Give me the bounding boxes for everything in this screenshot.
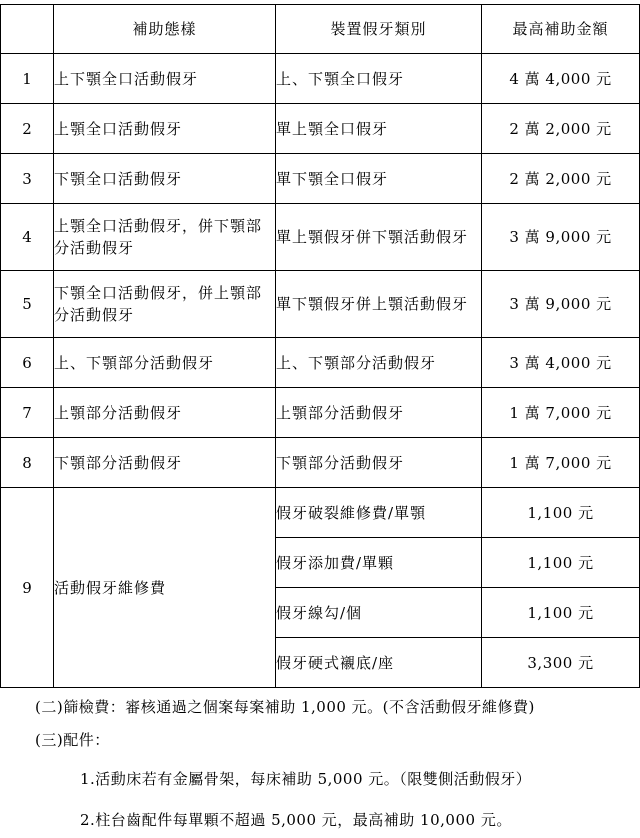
row-type: 下顎部分活動假牙 bbox=[54, 438, 276, 488]
repair-device: 假牙破裂維修費/單顎 bbox=[276, 488, 482, 538]
table-row bbox=[1, 104, 640, 154]
header-type: 補助態樣 bbox=[54, 5, 276, 54]
header-number bbox=[1, 5, 54, 54]
row-amount: 2 萬 2,000 元 bbox=[482, 154, 640, 204]
repair-device: 假牙添加費/單顆 bbox=[276, 538, 482, 588]
row-number: 7 bbox=[1, 388, 54, 438]
row-number: 8 bbox=[1, 438, 54, 488]
row-type: 上下顎全口活動假牙 bbox=[54, 54, 276, 104]
row-device: 單下顎全口假牙 bbox=[276, 154, 482, 204]
row-device: 單下顎假牙併上顎活動假牙 bbox=[276, 271, 482, 338]
row-type: 下顎全口活動假牙，併上顎部分活動假牙 bbox=[54, 271, 276, 338]
row-device: 上、下顎部分活動假牙 bbox=[276, 338, 482, 388]
subsidy-table bbox=[0, 4, 640, 688]
row-number: 5 bbox=[1, 271, 54, 338]
table-header-row bbox=[1, 5, 640, 54]
row-device: 下顎部分活動假牙 bbox=[276, 438, 482, 488]
table-row bbox=[1, 204, 640, 271]
row-type: 上顎部分活動假牙 bbox=[54, 388, 276, 438]
row-amount: 4 萬 4,000 元 bbox=[482, 54, 640, 104]
repair-amount: 1,100 元 bbox=[482, 538, 640, 588]
repair-amount: 1,100 元 bbox=[482, 488, 640, 538]
row-amount: 3 萬 4,000 元 bbox=[482, 338, 640, 388]
row-device: 單上顎假牙併下顎活動假牙 bbox=[276, 204, 482, 271]
repair-device: 假牙線勾/個 bbox=[276, 588, 482, 638]
row-type: 上顎全口活動假牙 bbox=[54, 104, 276, 154]
table-row bbox=[1, 338, 640, 388]
accessories-heading: (三)配件： bbox=[35, 731, 110, 749]
accessory-item-abutment: 2.柱台齒配件每單顆不超過 5,000 元，最高補助 10,000 元。 bbox=[80, 811, 512, 829]
row-number: 2 bbox=[1, 104, 54, 154]
row-number: 4 bbox=[1, 204, 54, 271]
row-number: 3 bbox=[1, 154, 54, 204]
table-row-repair bbox=[1, 488, 640, 538]
row-device: 上、下顎全口假牙 bbox=[276, 54, 482, 104]
header-amount: 最高補助金額 bbox=[482, 5, 640, 54]
table-row bbox=[1, 54, 640, 104]
row-amount: 1 萬 7,000 元 bbox=[482, 388, 640, 438]
table-row bbox=[1, 438, 640, 488]
row-amount: 2 萬 2,000 元 bbox=[482, 104, 640, 154]
row-type: 上顎全口活動假牙，併下顎部分活動假牙 bbox=[54, 204, 276, 271]
row-type: 下顎全口活動假牙 bbox=[54, 154, 276, 204]
row-number: 6 bbox=[1, 338, 54, 388]
row-number: 1 bbox=[1, 54, 54, 104]
repair-amount: 1,100 元 bbox=[482, 588, 640, 638]
row-amount: 3 萬 9,000 元 bbox=[482, 204, 640, 271]
row-device: 單上顎全口假牙 bbox=[276, 104, 482, 154]
table-row bbox=[1, 154, 640, 204]
header-device: 裝置假牙類別 bbox=[276, 5, 482, 54]
row-amount: 3 萬 9,000 元 bbox=[482, 271, 640, 338]
repair-number: 9 bbox=[1, 488, 54, 688]
row-amount: 1 萬 7,000 元 bbox=[482, 438, 640, 488]
accessory-item-metal-frame: 1.活動床若有金屬骨架，每床補助 5,000 元。（限雙側活動假牙） bbox=[80, 770, 532, 788]
table-row bbox=[1, 388, 640, 438]
screening-fee-note: (二)篩檢費：審核通過之個案每案補助 1,000 元。(不含活動假牙維修費) bbox=[35, 698, 535, 716]
repair-amount: 3,300 元 bbox=[482, 638, 640, 688]
table-row bbox=[1, 271, 640, 338]
repair-type: 活動假牙維修費 bbox=[54, 488, 276, 688]
row-device: 上顎部分活動假牙 bbox=[276, 388, 482, 438]
row-type: 上、下顎部分活動假牙 bbox=[54, 338, 276, 388]
repair-device: 假牙硬式襯底/座 bbox=[276, 638, 482, 688]
